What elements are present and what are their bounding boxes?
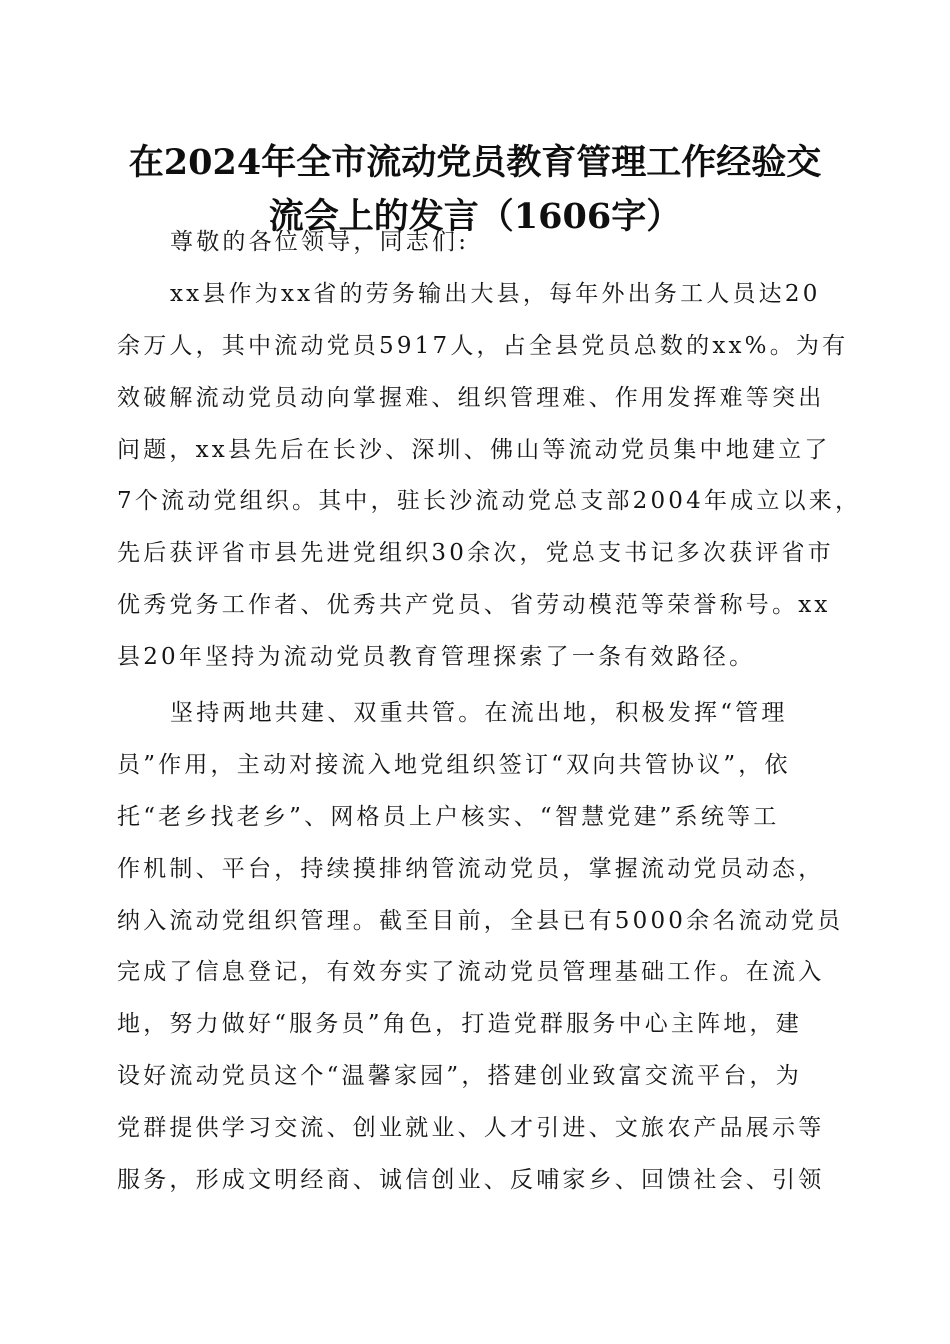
paragraph-1-line: xx县作为xx省的劳务输出大县，每年外出务工人员达20 [170, 280, 821, 307]
paragraph-1-line: 余万人，其中流动党员5917人，占全县党员总数的xx%。为有 [117, 332, 849, 359]
paragraph-2-line: 纳入流动党组织管理。截至目前，全县已有5000余名流动党员 [117, 907, 844, 934]
paragraph-1-line: 优秀党务工作者、优秀共产党员、省劳动模范等荣誉称号。xx [117, 592, 831, 619]
paragraph-2-line: 服务，形成文明经商、诚信创业、反哺家乡、回馈社会、引领 [117, 1167, 825, 1194]
document-body [117, 217, 862, 1207]
paragraph-2-line: 完成了信息登记，有效夯实了流动党员管理基础工作。在流入 [117, 959, 825, 986]
paragraph-2-line: 设好流动党员这个“温馨家园”，搭建创业致富交流平台，为 [117, 1063, 802, 1090]
paragraph-2-line: 坚持两地共建、双重共管。在流出地，积极发挥“管理 [170, 700, 788, 727]
paragraph-1-line: 效破解流动党员动向掌握难、组织管理难、作用发挥难等突出 [117, 384, 825, 411]
title-line-2: 流会上的发言（1606字） [268, 196, 682, 237]
salutation: 尊敬的各位领导，同志们: [170, 229, 470, 255]
paragraph-2-line: 地，努力做好“服务员”角色，打造党群服务中心主阵地，建 [117, 1011, 802, 1038]
title-line-1: 在2024年全市流动党员教育管理工作经验交 [128, 142, 822, 183]
paragraph-1-line: 先后获评省市县先进党组织30余次，党总支书记多次获评省市 [117, 540, 834, 567]
paragraph-1-line: 县20年坚持为流动党员教育管理探索了一条有效路径。 [117, 644, 756, 671]
paragraph-1-line: 7个流动党组织。其中，驻长沙流动党总支部2004年成立以来， [117, 488, 862, 515]
paragraph-2-line: 员”作用，主动对接流入地党组织签订“双向共管协议”，依 [117, 751, 791, 778]
paragraph-2-line: 党群提供学习交流、创业就业、人才引进、文旅农产品展示等 [117, 1115, 825, 1142]
paragraph-2-line: 作机制、平台，持续摸排纳管流动党员，掌握流动党员动态， [117, 855, 825, 882]
paragraph-2-line: 托“老乡找老乡”、网格员上户核实、“智慧党建”系统等工 [117, 803, 780, 830]
paragraph-1-line: 问题，xx县先后在长沙、深圳、佛山等流动党员集中地建立了 [117, 436, 831, 463]
